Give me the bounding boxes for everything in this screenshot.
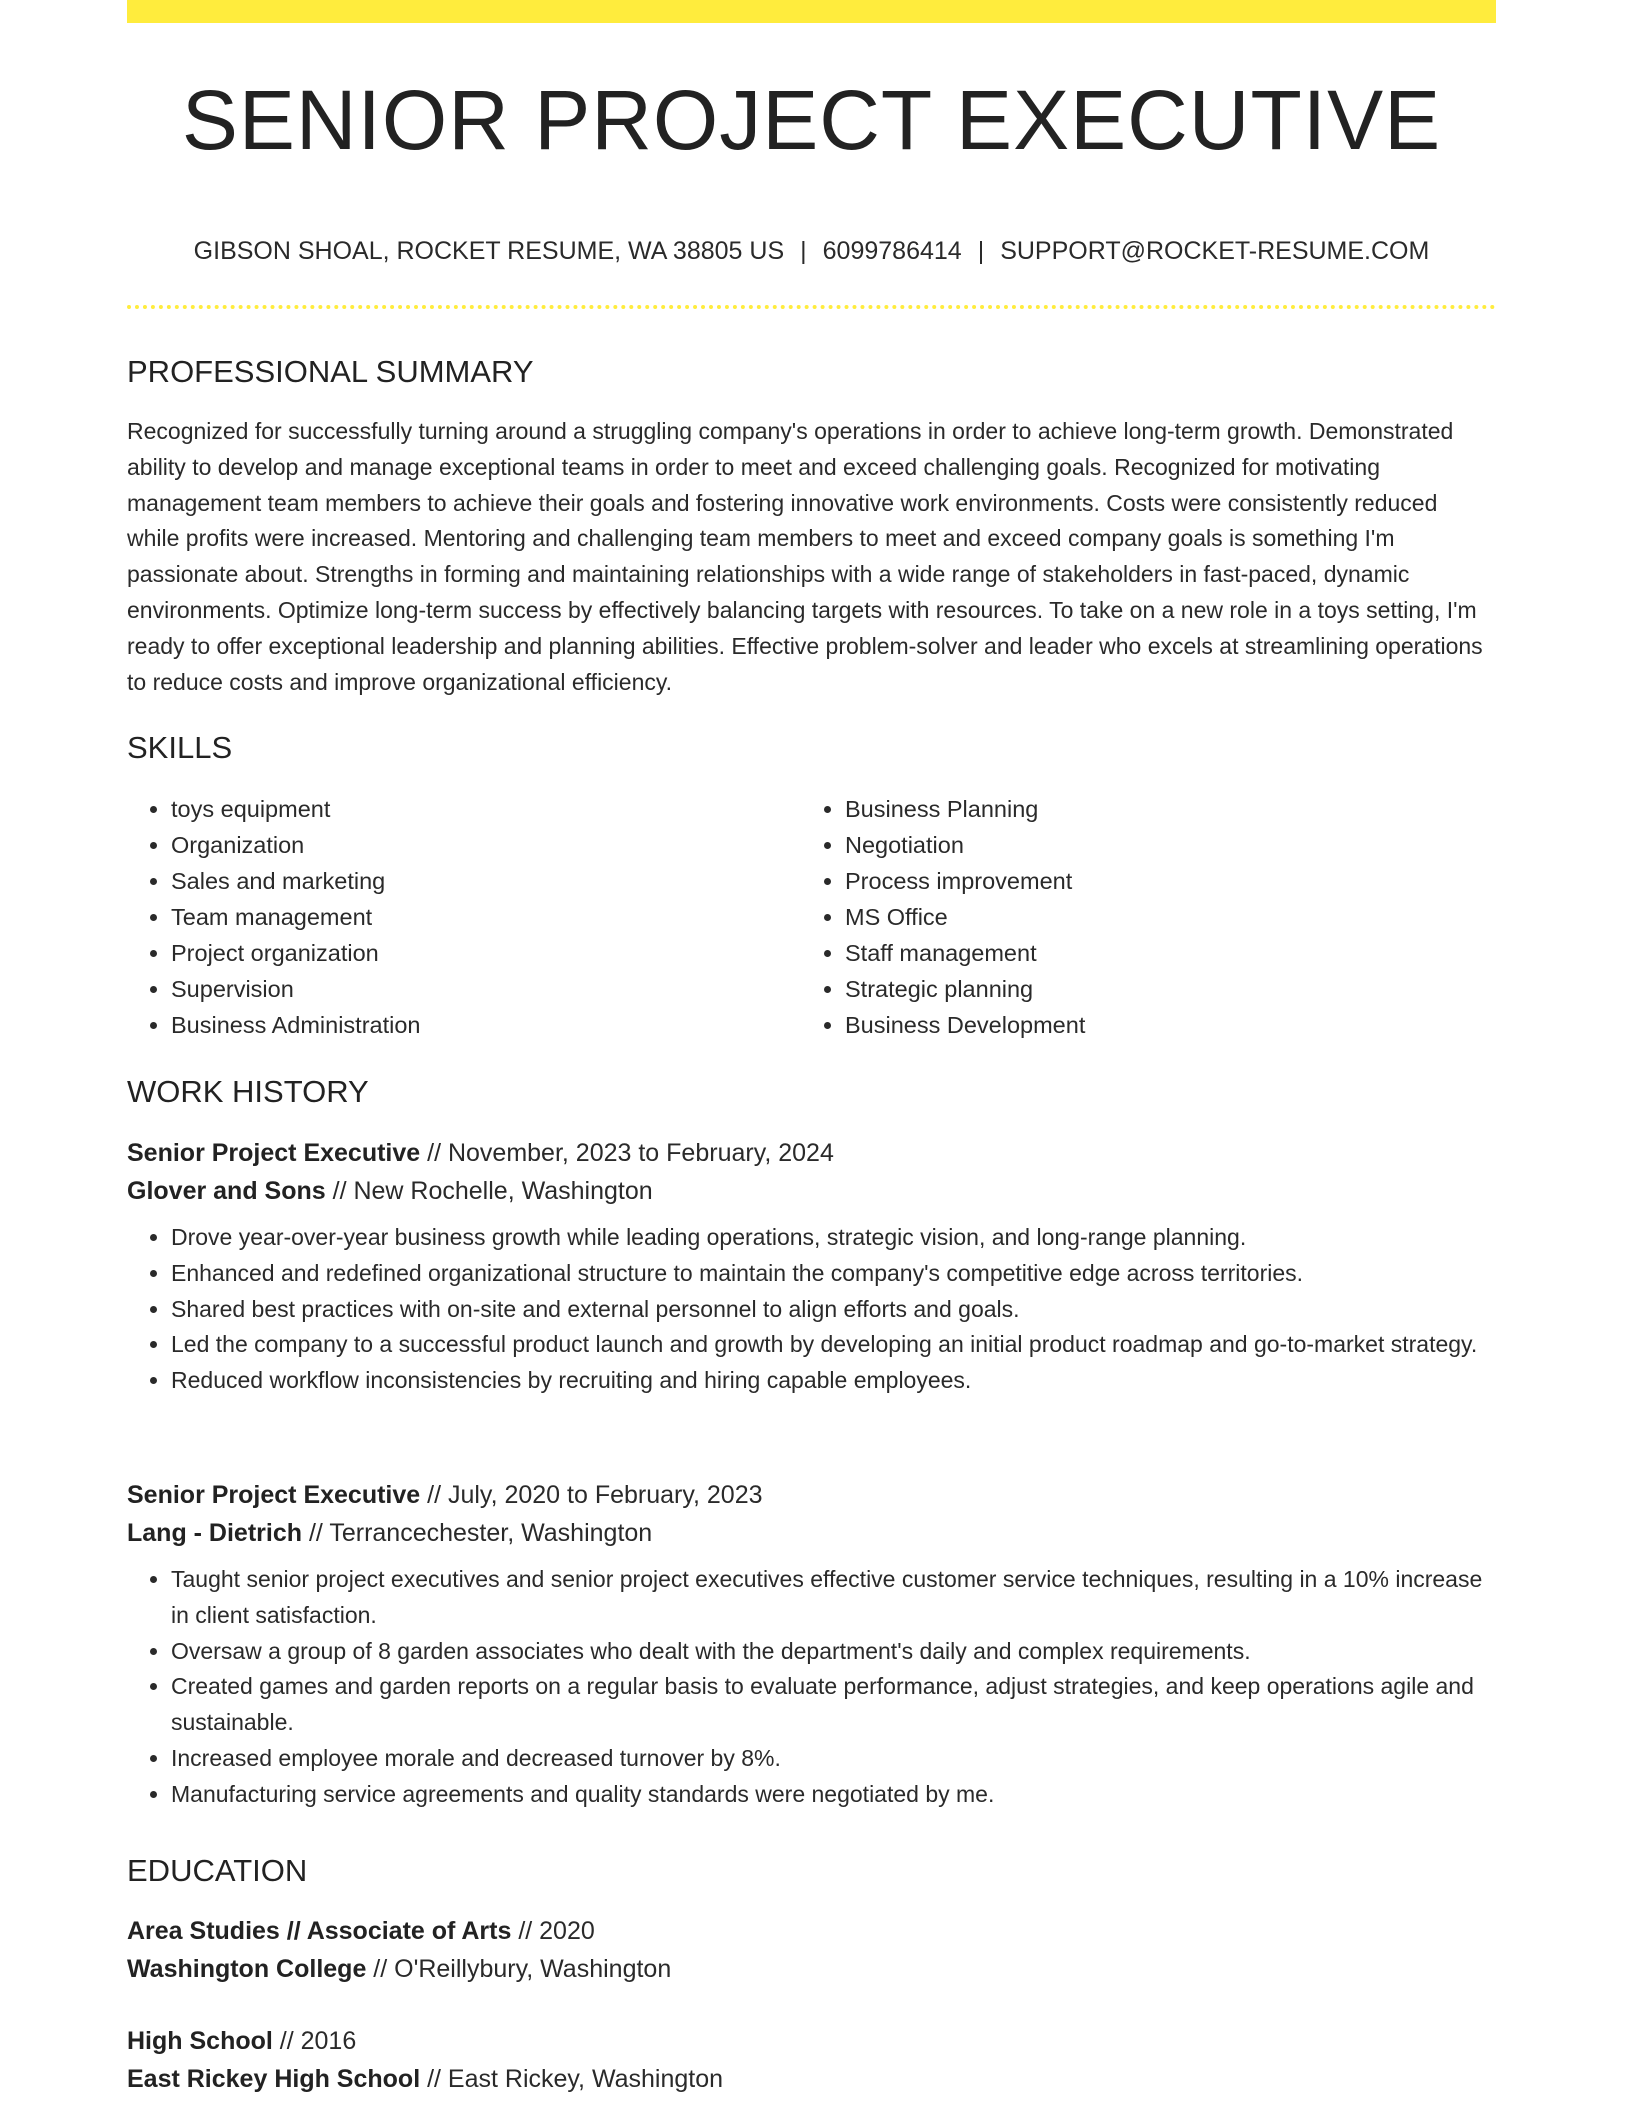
skill-item: • Supervision [171, 971, 420, 1007]
skill-item: • Business Development [845, 1007, 1085, 1043]
education-school-line [127, 1950, 1496, 1988]
education-location: // East Rickey, Washington [420, 2065, 724, 2093]
contact-address: GIBSON SHOAL, ROCKET RESUME, WA 38805 US [193, 237, 785, 265]
job-bullet: • Oversaw a group of 8 garden associates who dealt with the department's daily and complex requirements. [171, 1634, 1496, 1670]
job-bullet: • Led the company to a successful product launch and growth by developing an initial product roadmap and go-to-market strategy. [171, 1327, 1496, 1363]
job-bullet: • Manufacturing service agreements and quality standards were negotiated by me. [171, 1777, 1496, 1813]
skill-item: • Process improvement [845, 863, 1085, 899]
work-history-heading: WORK HISTORY [127, 1074, 369, 1109]
job-location: // Terrancechester, Washington [302, 1519, 653, 1547]
education-degree-line [127, 2022, 1496, 2060]
job-company: Lang - Dietrich [127, 1519, 303, 1547]
job-bullets [127, 1562, 1496, 1813]
education-degree-line [127, 1912, 1496, 1950]
education-heading: EDUCATION [127, 1853, 308, 1888]
job-bullet: • Reduced workflow inconsistencies by recruiting and hiring capable employees. [171, 1363, 1496, 1399]
education-degree: Area Studies // Associate of Arts [127, 1917, 512, 1945]
job-company-line [127, 1172, 1496, 1210]
contact-separator: | [977, 237, 985, 265]
education-school: Washington College [127, 1955, 367, 1983]
job-bullet: • Shared best practices with on-site and external personnel to align efforts and goals. [171, 1292, 1496, 1328]
job-company: Glover and Sons [127, 1177, 326, 1205]
job-entry [127, 1476, 1496, 1813]
skills-column-right [801, 791, 1085, 1043]
job-company-line [127, 1514, 1496, 1552]
education-school-line [127, 2060, 1496, 2098]
skill-item: • Business Planning [845, 791, 1085, 827]
top-accent-bar [127, 0, 1496, 23]
summary-heading: PROFESSIONAL SUMMARY [127, 354, 534, 389]
education-entry [127, 1912, 1496, 1988]
job-bullet: • Drove year-over-year business growth while leading operations, strategic vision, and long-range planning. [171, 1220, 1496, 1256]
skill-item: • Strategic planning [845, 971, 1085, 1007]
resume-title: SENIOR PROJECT EXECUTIVE [181, 73, 1442, 167]
job-entry [127, 1134, 1496, 1399]
education-year: // 2020 [511, 1917, 595, 1945]
skill-item: • MS Office [845, 899, 1085, 935]
job-dates: // November, 2023 to February, 2024 [420, 1139, 834, 1167]
skill-item: • Sales and marketing [171, 863, 420, 899]
skills-heading: SKILLS [127, 730, 233, 765]
job-bullet: • Enhanced and redefined organizational structure to maintain the company's competitive edge across territories. [171, 1256, 1496, 1292]
job-dates: // July, 2020 to February, 2023 [420, 1481, 763, 1509]
skill-item: • Team management [171, 899, 420, 935]
education-location: // O'Reillybury, Washington [366, 1955, 672, 1983]
summary-text: Recognized for successfully turning around a struggling company's operations in order to achieve long-term growth. Demonstrated ability to develop and manage exceptional teams in order to meet and exceed challenging goals. Recognized for motivating management team members to achieve their goals and fostering innovative work environments. Costs were consistently reduced while profits were increased. Mentoring and challenging team members to meet and exceed company goals is something I'm passionate about. Strengths in forming and maintaining relationships with a wide range of stakeholders in fast-paced, dynamic environments. Optimize long-term success by effectively balancing targets with resources. To take on a new role in a toys setting, I'm ready to offer exceptional leadership and planning abilities. Effective problem-solver and leader who excels at streamlining operations to reduce costs and improve organizational efficiency. [127, 418, 1483, 695]
education-degree: High School [127, 2027, 273, 2055]
job-location: // New Rochelle, Washington [325, 1177, 653, 1205]
skill-item: • Staff management [845, 935, 1085, 971]
job-title: Senior Project Executive [127, 1481, 421, 1509]
education-year: // 2016 [272, 2027, 357, 2055]
skill-item: • Project organization [171, 935, 420, 971]
contact-line [127, 236, 1496, 266]
job-bullets [127, 1220, 1496, 1399]
job-title-line [127, 1476, 1496, 1514]
contact-email[interactable]: SUPPORT@ROCKET-RESUME.COM [1000, 237, 1430, 265]
education-entry [127, 2022, 1496, 2098]
skill-item: • Business Administration [171, 1007, 420, 1043]
job-title-line [127, 1134, 1496, 1172]
skill-item: • Negotiation [845, 827, 1085, 863]
skill-item: • Organization [171, 827, 420, 863]
job-bullet: • Created games and garden reports on a regular basis to evaluate performance, adjust strategies, and keep operations agile and sustainable. [171, 1669, 1496, 1741]
job-title: Senior Project Executive [127, 1139, 421, 1167]
job-bullet: • Taught senior project executives and senior project executives effective customer service techniques, resulting in a 10% increase in client satisfaction. [171, 1562, 1496, 1634]
skill-item: • toys equipment [171, 791, 420, 827]
contact-separator: | [800, 237, 807, 265]
contact-phone: 6099786414 [822, 237, 962, 265]
job-bullet: • Increased employee morale and decreased turnover by 8%. [171, 1741, 1496, 1777]
skills-column-left [127, 791, 420, 1043]
dotted-divider [127, 305, 1496, 309]
education-school: East Rickey High School [127, 2065, 421, 2093]
